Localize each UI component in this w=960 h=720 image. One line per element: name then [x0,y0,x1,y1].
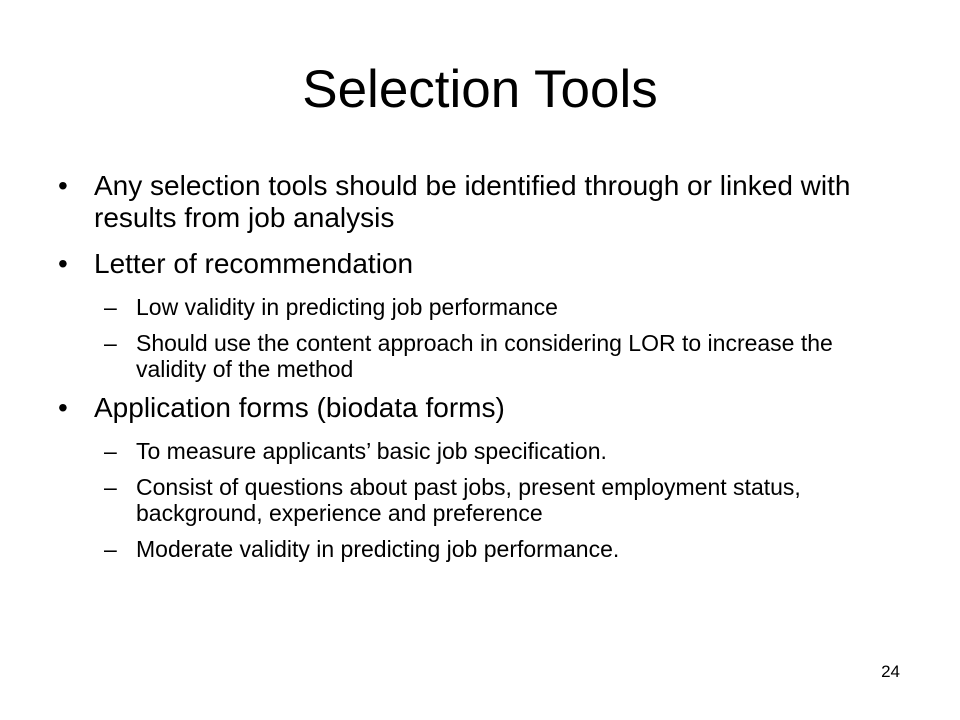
dash-icon: – [104,536,117,562]
page-number: 24 [881,662,900,681]
sub-list [58,294,878,382]
dash-icon: – [104,294,117,320]
bullet-text: Application forms (biodata forms) [94,392,505,423]
dash-icon: – [104,438,117,464]
sub-item [58,536,878,562]
bullet-text: Letter of recommendation [94,248,414,279]
slide-title: Selection Tools [302,60,658,119]
sub-item [58,330,878,382]
bullet-text: Any selection tools should be identified through or linked with results from job analysis [94,170,851,233]
sub-item [58,294,878,320]
sub-item-text: To measure applicants’ basic job specification. [136,438,607,464]
bullet-icon: • [58,248,68,279]
sub-item [58,474,878,526]
bullet-item [58,170,878,234]
bullet-icon: • [58,392,68,423]
bullet-item [58,392,878,424]
bullet-item [58,248,878,280]
bullet-icon: • [58,170,68,201]
sub-item [58,438,878,464]
dash-icon: – [104,330,117,356]
sub-item-text: Consist of questions about past jobs, present employment status, background, experience and preference [136,474,801,526]
sub-item-text: Should use the content approach in considering LOR to increase the validity of the method [136,330,833,382]
sub-list [58,438,878,562]
dash-icon: – [104,474,117,500]
sub-item-text: Low validity in predicting job performance [136,294,558,320]
bullet-list [58,170,878,572]
sub-item-text: Moderate validity in predicting job performance. [136,536,620,562]
